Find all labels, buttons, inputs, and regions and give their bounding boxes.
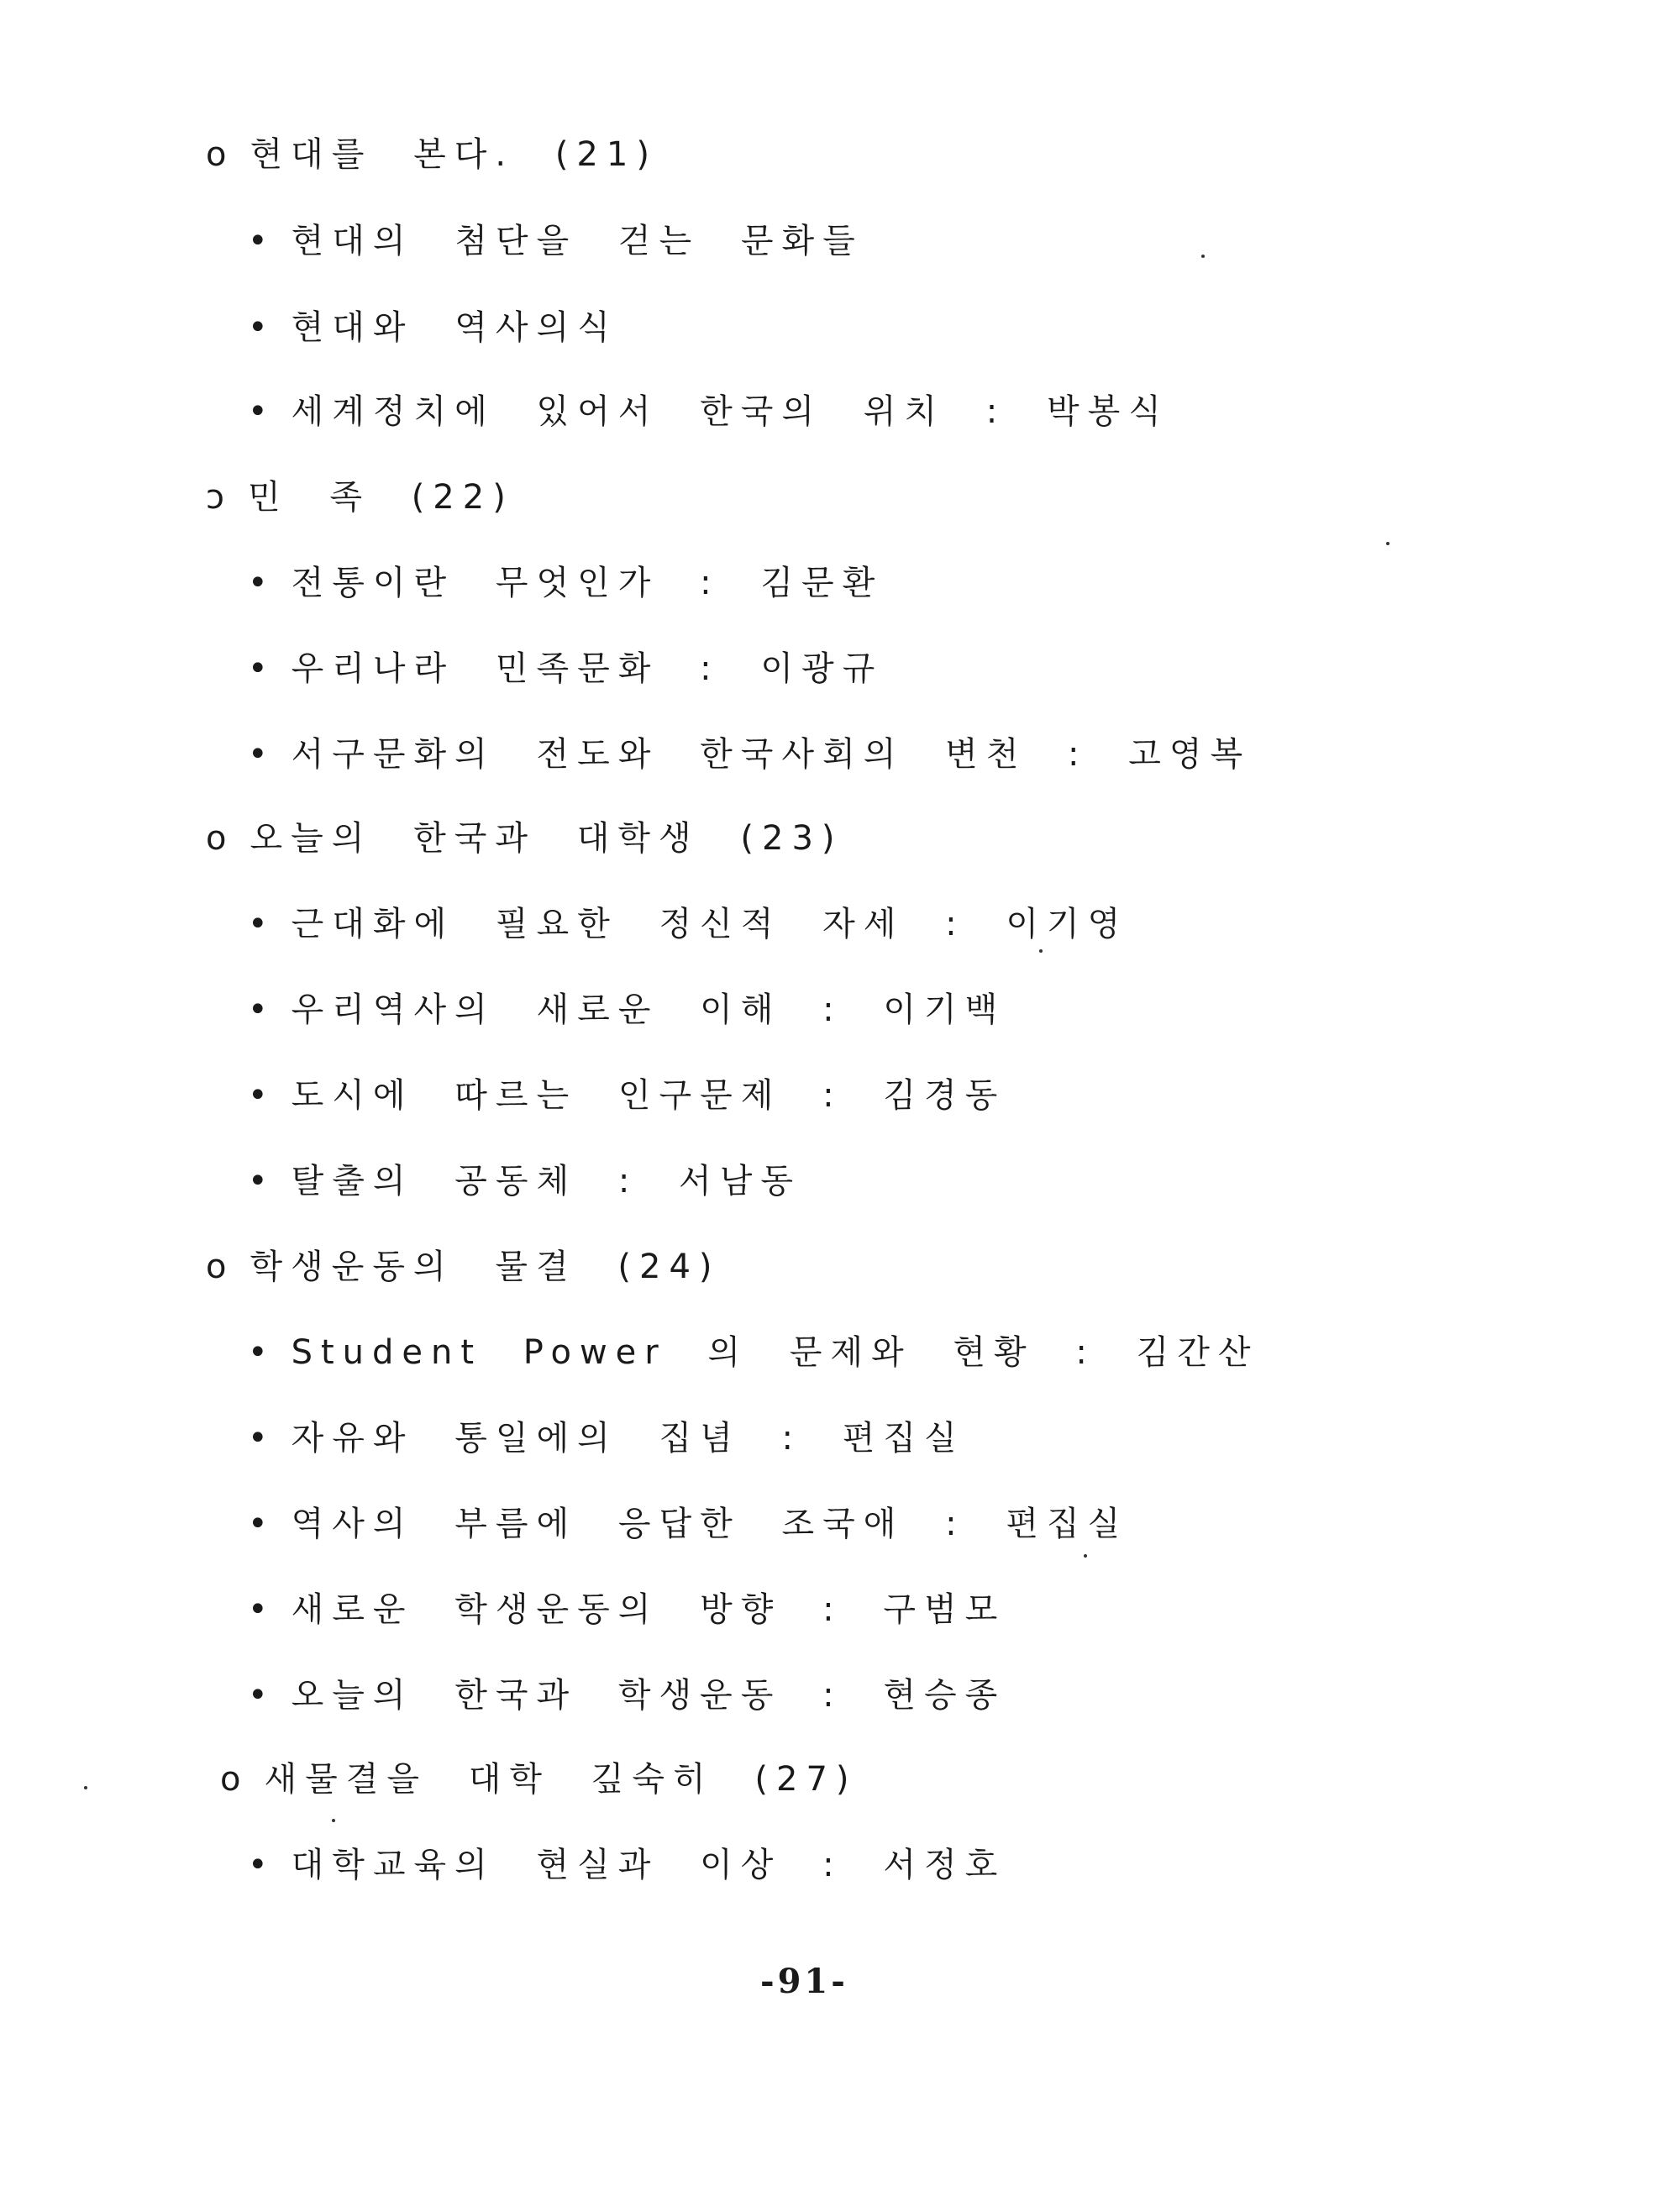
section-marker: o [206, 819, 227, 858]
toc-section-heading [220, 1752, 858, 1800]
toc-section-heading [206, 128, 658, 176]
scan-speck [1039, 949, 1043, 953]
bullet-marker: • [248, 1505, 268, 1543]
section-title: 학생운동의 물결 (24) [250, 1248, 721, 1286]
toc-entry [248, 728, 1251, 775]
entry-text: 현대와 역사의식 [291, 308, 618, 347]
toc-entry [248, 1326, 1259, 1374]
scan-speck [1386, 542, 1389, 545]
section-marker: o [220, 1760, 241, 1799]
toc-entry [248, 1583, 1006, 1631]
entry-text: 우리나라 민족문화 : 이광규 [291, 649, 884, 688]
toc-entry [248, 983, 1006, 1031]
toc-entry [248, 642, 883, 690]
entry-text: Student Power 의 문제와 현황 : 김간산 [291, 1333, 1259, 1372]
section-title: 오늘의 한국과 대학생 (23) [250, 819, 843, 858]
bullet-marker: • [248, 564, 268, 602]
bullet-marker: • [248, 1676, 268, 1715]
entry-text: 현대의 첨단을 걷는 문화들 [291, 222, 864, 260]
bullet-marker: • [248, 392, 268, 431]
toc-entry [248, 1838, 1006, 1886]
bullet-marker: • [248, 1590, 268, 1629]
bullet-marker: • [248, 308, 268, 347]
section-title: 새물결을 대학 깊숙히 (27) [264, 1760, 858, 1799]
bullet-marker: • [248, 222, 268, 260]
entry-text: 역사의 부름에 응답한 조국애 : 편집실 [291, 1505, 1129, 1543]
entry-text: 세계정치에 있어서 한국의 위치 : 박봉식 [291, 392, 1169, 431]
entry-text: 새로운 학생운동의 방향 : 구범모 [291, 1590, 1006, 1629]
toc-entry [248, 1668, 1006, 1716]
bullet-marker: • [248, 990, 268, 1029]
entry-text: 오늘의 한국과 학생운동 : 현승종 [291, 1676, 1006, 1715]
toc-entry [248, 1497, 1128, 1545]
toc-entry [248, 556, 883, 604]
entry-text: 서구문화의 전도와 한국사회의 변천 : 고영복 [291, 735, 1252, 774]
bullet-marker: • [248, 905, 268, 943]
entry-text: 전통이란 무엇인가 : 김문환 [291, 564, 884, 602]
section-title: 민 족 (22) [247, 478, 514, 517]
toc-section-heading [206, 812, 843, 859]
toc-entry [248, 1154, 801, 1202]
bullet-marker: • [248, 1846, 268, 1884]
toc-entry [248, 301, 618, 349]
section-marker: o [206, 135, 227, 174]
entry-text: 도시에 따르는 인구문제 : 김경동 [291, 1076, 1006, 1115]
bullet-marker: • [248, 735, 268, 774]
entry-text: 자유와 통일에의 집념 : 편집실 [291, 1419, 965, 1458]
toc-entry [248, 1411, 965, 1459]
entry-text: 근대화에 필요한 정신적 자세 : 이기영 [291, 905, 1129, 943]
entry-text: 탈출의 공동체 : 서남동 [291, 1162, 801, 1201]
bullet-marker: • [248, 649, 268, 688]
bullet-marker: • [248, 1162, 268, 1201]
entry-text: 대학교육의 현실과 이상 : 서정호 [291, 1846, 1006, 1884]
scan-speck [84, 1786, 87, 1789]
toc-entry [248, 214, 864, 262]
toc-entry [248, 897, 1128, 945]
section-title: 현대를 본다. (21) [250, 135, 658, 174]
scan-speck [1201, 255, 1205, 258]
bullet-marker: • [248, 1419, 268, 1458]
section-marker: ɔ [206, 478, 224, 517]
section-marker: o [206, 1248, 227, 1286]
bullet-marker: • [248, 1076, 268, 1115]
toc-section-heading [206, 470, 514, 518]
page-number: -91- [760, 1962, 848, 2001]
toc-entry [248, 385, 1169, 433]
toc-section-heading [206, 1240, 721, 1288]
entry-text: 우리역사의 새로운 이해 : 이기백 [291, 990, 1006, 1029]
toc-entry [248, 1069, 1006, 1117]
bullet-marker: • [248, 1333, 268, 1372]
scan-speck [1084, 1554, 1087, 1558]
scan-speck [332, 1819, 335, 1822]
